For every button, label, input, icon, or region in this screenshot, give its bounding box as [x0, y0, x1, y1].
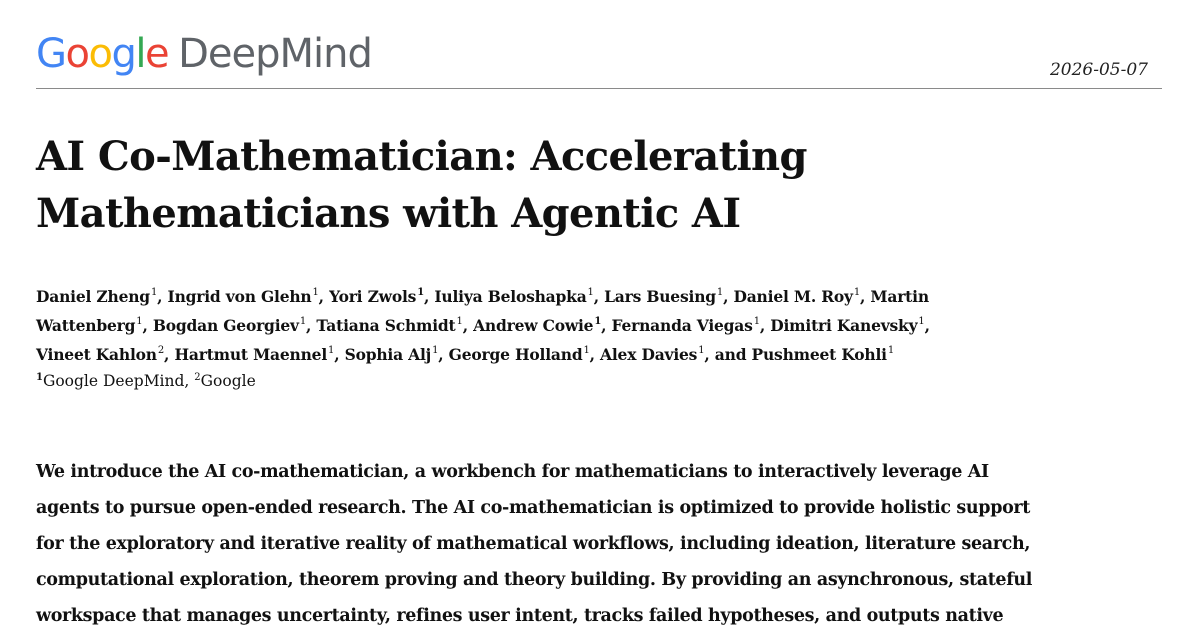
abstract-line: computational exploration, theorem proving and theory building. By providing an asynchronous, stateful — [36, 570, 1033, 590]
affiliation-mark: 1 — [150, 287, 158, 298]
logo-letter: o — [88, 31, 112, 77]
abstract-line: workspace that manages uncertainty, refines user intent, tracks failed hypotheses, and outputs native — [36, 606, 1004, 626]
author-name: Daniel Zheng — [36, 287, 150, 306]
abstract-line: We introduce the AI co-mathematician, a workbench for mathematicians to interactively leverage AI — [36, 462, 989, 482]
author-name: , Lars Buesing — [593, 287, 716, 306]
author-line — [36, 311, 1166, 340]
abstract — [36, 454, 1166, 628]
affiliation-mark: 1 — [136, 316, 143, 327]
affiliation-mark: 1 — [328, 345, 335, 356]
logo-letter: g — [111, 31, 136, 77]
author-name: , Yori Zwols — [318, 287, 417, 306]
author-name: Vineet Kahlon — [36, 345, 157, 364]
affiliation-mark: 1 — [853, 287, 861, 298]
author-name: Wattenberg — [36, 316, 136, 335]
google-wordmark — [36, 31, 168, 77]
affiliation-mark: 1 — [36, 372, 43, 383]
logo-letter: l — [135, 31, 145, 77]
logo-letter: o — [65, 31, 89, 77]
affiliation-mark: 1 — [716, 287, 724, 298]
paper-title — [36, 128, 1156, 242]
author-name: , Martin — [860, 287, 929, 306]
author-name: , — [924, 316, 930, 335]
logo-letter: G — [36, 31, 66, 77]
author-list — [36, 282, 1166, 369]
author-name: , Bogdan Georgiev — [142, 316, 299, 335]
author-name: , Fernanda Viegas — [601, 316, 753, 335]
publication-date: 2026-05-07 — [1049, 60, 1148, 80]
author-name: , Sophia Alj — [334, 345, 432, 364]
author-name: , Hartmut Maennel — [164, 345, 328, 364]
author-name: , Dimitri Kanevsky — [759, 316, 918, 335]
affiliation-mark: 1 — [753, 316, 760, 327]
header-divider — [36, 88, 1162, 89]
affiliations — [36, 372, 256, 390]
affiliation-mark: 1 — [583, 345, 590, 356]
affiliation-mark: 1 — [299, 316, 307, 327]
google-deepmind-logo — [36, 26, 372, 82]
affiliation-mark: 2 — [194, 372, 201, 383]
affiliation-mark: 1 — [918, 316, 925, 327]
affiliation-mark: 1 — [456, 316, 463, 327]
author-name: , Tatiana Schmidt — [306, 316, 456, 335]
affiliation-name: Google DeepMind — [42, 372, 185, 390]
affiliation-name: Google — [200, 372, 256, 390]
affiliation-mark: 1 — [312, 287, 319, 298]
author-name: , Andrew Cowie — [462, 316, 594, 335]
affiliation-mark: 1 — [698, 345, 705, 356]
author-name: , Ingrid von Glehn — [157, 287, 312, 306]
affiliation-separator: , — [184, 372, 195, 390]
abstract-line: for the exploratory and iterative reality of mathematical workflows, including ideation, literature search, — [36, 534, 1031, 554]
author-name: , Alex Davies — [589, 345, 698, 364]
deepmind-wordmark: DeepMind — [178, 31, 372, 77]
affiliation-mark: 1 — [417, 287, 424, 298]
title-line: AI Co-Mathematician: Accelerating — [36, 133, 807, 180]
affiliation-mark: 1 — [432, 345, 439, 356]
author-name: , Iuliya Beloshapka — [423, 287, 587, 306]
logo-letter: e — [144, 31, 169, 77]
affiliation-mark: 1 — [587, 287, 594, 298]
affiliation-mark: 1 — [887, 345, 895, 356]
author-name: , and Pushmeet Kohli — [704, 345, 887, 364]
author-name: , George Holland — [438, 345, 583, 364]
author-name: , Daniel M. Roy — [723, 287, 853, 306]
author-line — [36, 340, 1166, 369]
title-line: Mathematicians with Agentic AI — [36, 190, 741, 237]
author-line — [36, 282, 1166, 311]
affiliation-mark: 2 — [157, 345, 165, 356]
abstract-line: agents to pursue open-ended research. The AI co-mathematician is optimized to provide holistic support — [36, 498, 1031, 518]
affiliation-mark: 1 — [594, 316, 602, 327]
